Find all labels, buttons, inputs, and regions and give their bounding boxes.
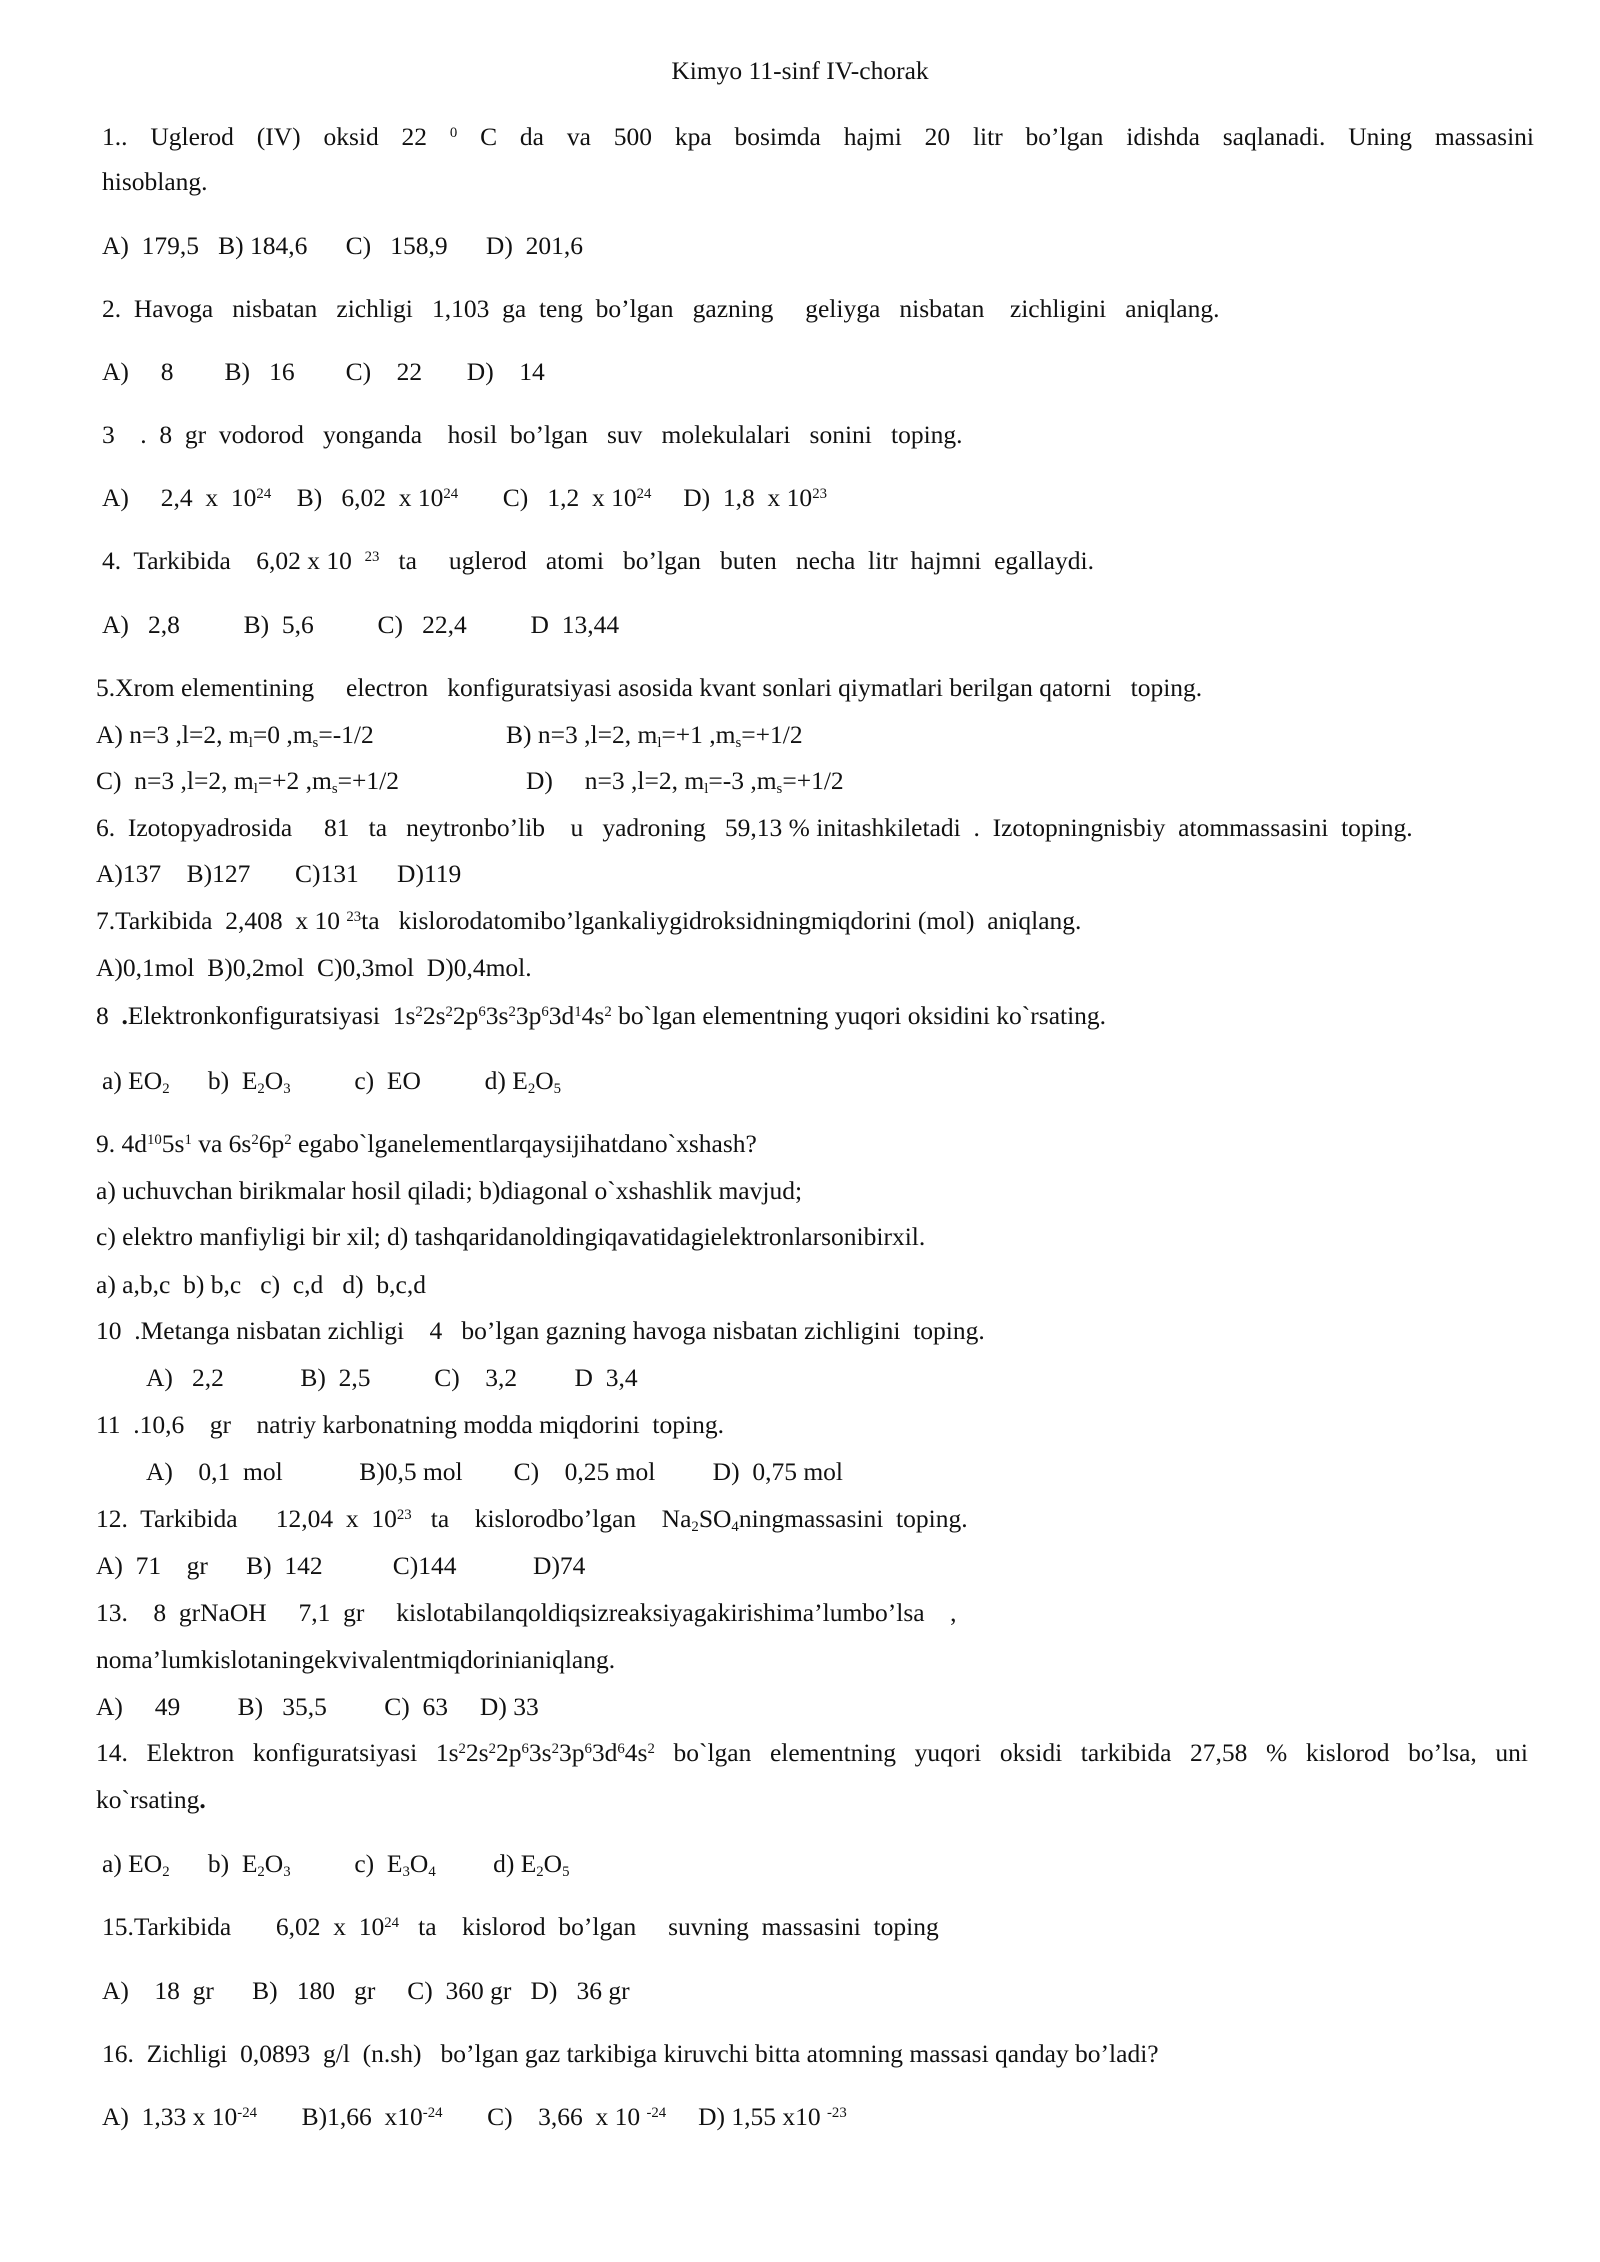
text-line <box>102 548 1094 574</box>
superscript: 2 <box>415 1003 423 1020</box>
text-line <box>102 169 208 195</box>
text-line <box>96 955 532 981</box>
superscript: -24 <box>646 2104 667 2121</box>
text-line <box>102 1978 630 2004</box>
text-run: O <box>543 1849 563 1878</box>
text-run: B) 6,02 x 10 <box>271 483 444 512</box>
text-run: 4s <box>624 1738 648 1767</box>
subscript: 4 <box>428 1863 436 1880</box>
text-line <box>96 1412 724 1438</box>
text-run: A) n=3 ,l=2, m <box>96 720 249 749</box>
text-run: B) n=3 ,l=2, m <box>506 720 658 749</box>
text-line <box>96 1740 1528 1766</box>
text-line <box>96 1131 757 1157</box>
text-line <box>96 1600 956 1626</box>
text-run: Elektronkonfiguratsiyasi 1s <box>127 1001 416 1030</box>
text-line <box>96 1003 1106 1029</box>
text-line <box>96 1504 968 1535</box>
text-run: A) 1,33 x 10 <box>102 2102 238 2131</box>
superscript: 10 <box>147 1131 162 1148</box>
text-run: 11 .10,6 gr natriy karbonatning modda miqdorini toping. <box>96 1410 724 1439</box>
text-run: 14. Elektron konfiguratsiyasi 1s <box>96 1738 459 1767</box>
text-run: =+1/2 <box>782 766 844 795</box>
superscript: 23 <box>396 1506 412 1523</box>
text-run: ta kislorodbo’lgan Na <box>411 1504 692 1533</box>
text-run: ningmassasini toping. <box>738 1504 968 1533</box>
superscript: 1 <box>574 1003 582 1020</box>
text-run: 4s <box>581 1001 605 1030</box>
subscript: 2 <box>691 1518 699 1535</box>
superscript: 2 <box>604 1003 612 1020</box>
text-line <box>102 233 583 259</box>
text-run: O <box>535 1066 554 1095</box>
text-run: 1.. Uglerod (IV) oksid 22 <box>102 122 450 151</box>
text-run: 3s <box>528 1738 552 1767</box>
text-run: =+2 ,m <box>257 766 332 795</box>
superscript: 6 <box>521 1740 529 1757</box>
text-line <box>102 2041 1159 2067</box>
text-run: d) E <box>435 1849 537 1878</box>
text-run: c) EO d) E <box>290 1066 528 1095</box>
text-run: 9. 4d <box>96 1129 147 1158</box>
text-run: O <box>409 1849 429 1878</box>
text-run: A) 2,8 B) 5,6 C) 22,4 D 13,44 <box>102 610 620 639</box>
text-line <box>96 1647 615 1673</box>
subscript: s <box>735 734 742 751</box>
subscript: 5 <box>562 1863 570 1880</box>
text-run: c) E <box>290 1849 403 1878</box>
text-run: O <box>264 1066 284 1095</box>
text-run: =+1/2 <box>337 766 400 795</box>
superscript: 1 <box>184 1131 192 1148</box>
text-run: 5s <box>161 1129 185 1158</box>
text-run: 4. Tarkibida 6,02 x 10 <box>102 546 365 575</box>
text-line <box>96 766 400 797</box>
text-run: A) 71 gr B) 142 C)144 D)74 <box>96 1551 586 1580</box>
text-run: D) 1,8 x 10 <box>651 483 813 512</box>
text-run: ta kislorod bo’lgan suvning massasini toping <box>399 1912 939 1941</box>
text-run: A)0,1mol B)0,2mol C)0,3mol D)0,4mol. <box>96 953 532 982</box>
superscript: 2 <box>251 1131 259 1148</box>
subscript: l <box>704 780 709 797</box>
text-run: =-3 ,m <box>708 766 777 795</box>
text-line <box>102 2104 847 2130</box>
text-line <box>146 1365 638 1391</box>
superscript: 23 <box>812 485 827 502</box>
superscript: 6 <box>478 1003 486 1020</box>
subscript: 4 <box>731 1518 739 1535</box>
text-run: 10 .Metanga nisbatan zichligi 4 bo’lgan gazning havoga nisbatan zichligini toping. <box>96 1316 985 1345</box>
text-run: b) E <box>169 1066 258 1095</box>
superscript: 2 <box>508 1003 516 1020</box>
subscript: s <box>312 734 319 751</box>
text-run: A) 179,5 B) 184,6 C) 158,9 D) 201,6 <box>102 231 583 260</box>
bold-text: . <box>121 1001 128 1030</box>
text-line <box>96 1694 539 1720</box>
subscript: 2 <box>527 1080 536 1097</box>
superscript: 24 <box>384 1914 399 1931</box>
text-run: C) 1,2 x 10 <box>458 483 637 512</box>
text-line <box>102 359 545 385</box>
text-run: 3 . 8 gr vodorod yonganda hosil bo’lgan suv molekulalari sonini toping. <box>102 420 963 449</box>
text-line <box>96 815 1413 841</box>
text-line <box>102 296 1220 322</box>
text-run: ko`rsating <box>96 1785 200 1814</box>
text-line <box>102 124 1534 150</box>
text-line <box>96 1224 925 1250</box>
superscript: 2 <box>458 1740 466 1757</box>
text-run: 6. Izotopyadrosida 81 ta neytronbo’lib u yadroning 59,13 % initashkiletadi . Izotopningnisbiy atommassasini toping. <box>96 813 1413 842</box>
text-run: =-1/2 <box>318 720 374 749</box>
text-run: 3p <box>558 1738 585 1767</box>
superscript: 24 <box>636 485 652 502</box>
text-run: 16. Zichligi 0,0893 g/l (n.sh) bo’lgan gaz tarkibiga kiruvchi bitta atomning massasi qanday bo’ladi? <box>102 2039 1159 2068</box>
text-run: A)137 B)127 C)131 D)119 <box>96 859 462 888</box>
text-line <box>102 485 827 511</box>
text-line <box>102 422 963 448</box>
text-run: a) EO <box>102 1849 163 1878</box>
text-run: 3d <box>548 1001 575 1030</box>
text-run: A) 49 B) 35,5 C) 63 D) 33 <box>96 1692 539 1721</box>
text-line <box>96 675 1202 701</box>
text-run: B)1,66 x10 <box>257 2102 423 2131</box>
text-run: C da va 500 kpa bosimda hajmi 20 litr bo’lgan idishda saqlanadi. Uning massasini <box>457 122 1534 151</box>
text-line <box>102 1849 570 1880</box>
text-line <box>102 1914 939 1940</box>
text-run: a) uchuvchan birikmalar hosil qiladi; b)diagonal o`xshashlik mavjud; <box>96 1176 803 1205</box>
text-run: D) 1,55 x10 <box>666 2102 827 2131</box>
text-run: A) 2,4 x 10 <box>102 483 257 512</box>
superscript: 0 <box>449 124 458 141</box>
text-run: noma’lumkislotaningekvivalentmiqdorinianiqlang. <box>96 1645 616 1674</box>
text-run: 5.Xrom elementining electron konfiguratsiyasi asosida kvant sonlari qiymatlari berilgan qatorni toping. <box>96 673 1203 702</box>
text-run: bo`lgan elementning yuqori oksidi tarkibida 27,58 % kislorod bo’lsa, uni <box>654 1738 1528 1767</box>
page-title: Kimyo 11-sinf IV-chorak <box>671 56 929 85</box>
text-run: =+1/2 <box>741 720 803 749</box>
text-line <box>506 720 803 751</box>
text-run: 2p <box>452 1001 479 1030</box>
text-run: 15.Tarkibida 6,02 x 10 <box>102 1912 385 1941</box>
text-run: a) a,b,c b) b,c c) c,d d) b,c,d <box>96 1270 426 1299</box>
superscript: 2 <box>647 1740 655 1757</box>
text-run: 8 <box>96 1001 122 1030</box>
text-run: bo`lgan elementning yuqori oksidini ko`rsating. <box>611 1001 1107 1030</box>
superscript: 24 <box>256 485 272 502</box>
text-run: =+1 ,m <box>661 720 736 749</box>
bold-text: . <box>199 1785 206 1814</box>
superscript: 6 <box>617 1740 625 1757</box>
subscript: 2 <box>257 1863 265 1880</box>
superscript: -24 <box>237 2104 258 2121</box>
text-run: ta uglerod atomi bo’lgan buten necha litr hajmni egallaydi. <box>379 546 1094 575</box>
text-line <box>96 1272 426 1298</box>
text-run: A) 0,1 mol B)0,5 mol C) 0,25 mol D) 0,75 mol <box>146 1457 843 1486</box>
subscript: 2 <box>257 1080 265 1097</box>
subscript: 2 <box>536 1863 544 1880</box>
text-run: A) 2,2 B) 2,5 C) 3,2 D 3,4 <box>146 1363 638 1392</box>
superscript: 6 <box>584 1740 592 1757</box>
text-run: hisoblang. <box>102 167 208 196</box>
text-run: 7.Tarkibida 2,408 x 10 <box>96 906 347 935</box>
subscript: 2 <box>162 1863 170 1880</box>
text-run: 3p <box>515 1001 542 1030</box>
text-run: C) n=3 ,l=2, m <box>96 766 254 795</box>
text-run: egabo`lganelementlarqaysijihatdano`xshash? <box>291 1129 757 1158</box>
text-line <box>96 861 461 887</box>
text-run: D) n=3 ,l=2, m <box>526 766 705 795</box>
superscript: -23 <box>827 2104 847 2121</box>
text-line <box>96 1318 985 1344</box>
text-line <box>96 720 374 751</box>
text-run: 3d <box>591 1738 618 1767</box>
subscript: 3 <box>283 1080 291 1097</box>
subscript: l <box>657 734 662 751</box>
text-line <box>146 1459 843 1485</box>
text-run: ta kislorodatomibo’lgankaliygidroksidningmiqdorini (mol) aniqlang. <box>361 906 1082 935</box>
superscript: 2 <box>284 1131 292 1148</box>
subscript: 3 <box>283 1863 291 1880</box>
text-run: va 6s <box>191 1129 252 1158</box>
text-line <box>96 1178 802 1204</box>
text-line <box>526 766 844 797</box>
subscript: l <box>253 780 258 797</box>
text-line <box>96 1787 206 1813</box>
superscript: 24 <box>443 485 459 502</box>
text-run: O <box>264 1849 284 1878</box>
text-line <box>96 1553 585 1579</box>
superscript: 2 <box>551 1740 559 1757</box>
superscript: 6 <box>541 1003 549 1020</box>
text-run: =0 ,m <box>252 720 313 749</box>
subscript: s <box>331 780 338 797</box>
text-run: 2p <box>496 1738 522 1767</box>
text-run: 3s <box>485 1001 509 1030</box>
superscript: 2 <box>445 1003 453 1020</box>
superscript: -24 <box>422 2104 443 2121</box>
text-run: c) elektro manfiyligi bir xil; d) tashqaridanoldingiqavatidagielektronlarsonibirxil. <box>96 1222 926 1251</box>
subscript: 2 <box>162 1080 170 1097</box>
text-line <box>102 1066 562 1097</box>
subscript: 5 <box>553 1080 562 1097</box>
text-run: b) E <box>169 1849 258 1878</box>
text-run: 6p <box>258 1129 285 1158</box>
text-run: 2. Havoga nisbatan zichligi 1,103 ga teng bo’lgan gazning geliyga nisbatan zichligini aniqlang. <box>102 294 1220 323</box>
text-line <box>102 612 619 638</box>
superscript: 23 <box>346 908 362 925</box>
text-run: C) 3,66 x 10 <box>442 2102 647 2131</box>
text-line <box>96 908 1081 934</box>
subscript: s <box>776 780 783 797</box>
superscript: 23 <box>364 548 380 565</box>
text-run: A) 8 B) 16 C) 22 D) 14 <box>102 357 545 386</box>
subscript: 3 <box>402 1863 410 1880</box>
text-run: 12. Tarkibida 12,04 x 10 <box>96 1504 397 1533</box>
superscript: 2 <box>488 1740 496 1757</box>
text-run: 2s <box>422 1001 446 1030</box>
text-run: 13. 8 grNaOH 7,1 gr kislotabilanqoldiqsizreaksiyagakirishima’lumbo’lsa , <box>96 1598 957 1627</box>
text-run: A) 18 gr B) 180 gr C) 360 gr D) 36 gr <box>102 1976 630 2005</box>
text-run: a) EO <box>102 1066 163 1095</box>
text-run: 2s <box>465 1738 489 1767</box>
subscript: l <box>248 734 253 751</box>
text-run: SO <box>698 1504 732 1533</box>
